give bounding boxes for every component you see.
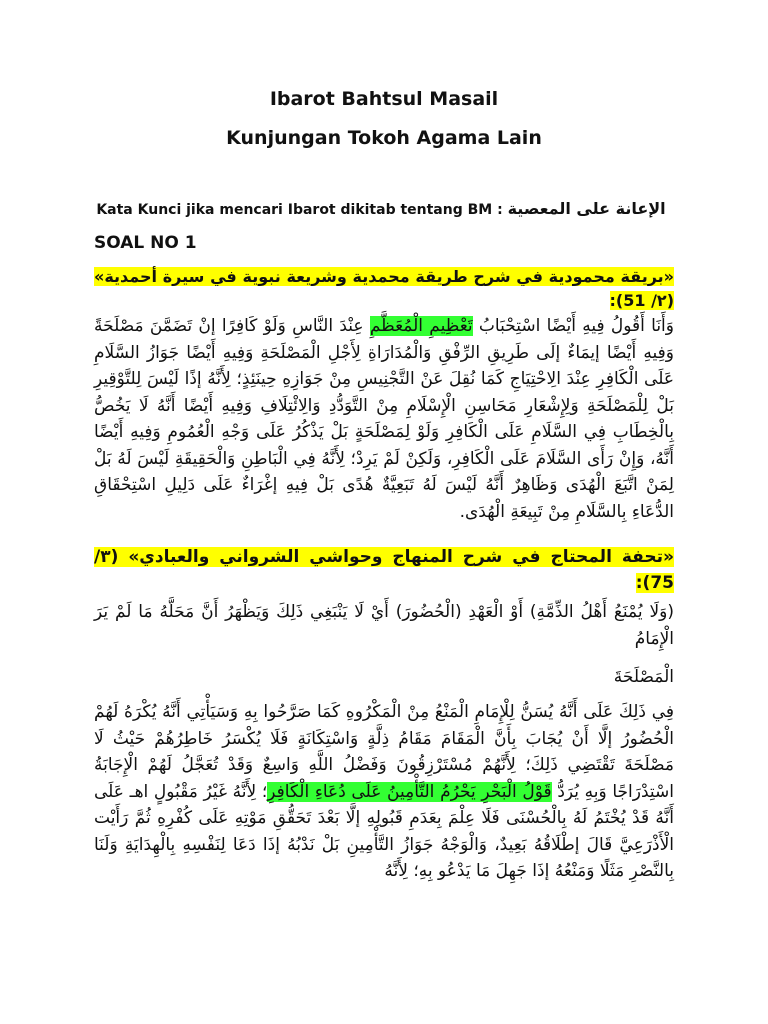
quote-subheading: الْمَصْلَحَةَ xyxy=(613,667,674,687)
quote-1-part-b: عِنْدَ النَّاسِ وَلَوْ كَافِرًا إنْ تَضَمَّنَ مَصْلَحَةً وَفِيهِ أَيْضًا إيمَاءٌ إلَى طَرِيقِ الرِّفْقِ وَالْمُدَارَاةِ لِأَجْلِ الْمَصْلَحَةِ وَفِيهِ أَيْضًا جَوَازُ السَّلَامِ عَلَى الْكَافِرِ عِنْدَ الِاحْتِيَاجِ كَمَا نُقِلَ عَنْ التَّجْنِيسِ مِنْ جَوَازِهِ حِينَئِذٍ؛ لِأَنَّهُ إذًا لَيْسَ لِلتَّوْقِيرِ بَلْ لِلْمَصْلَحَةِ وَلِإِشْعَارِ مَحَاسِنِ الْإِسْلَامِ مِنْ التَّوَدُّدِ وَالِائْتِلَافِ وَفِيهِ أَيْضًا أَنَّهُ لَا يَخُصُّ بِالْخِطَابِ فِي السَّلَامِ عَلَى الْكَافِرِ وَلَوْ لِمَصْلَحَةٍ بَلْ يَذْكُرُ عَلَى وَجْهِ الْعُمُومِ وَفِيهِ أَيْضًا أَنَّهُ، وَإِنْ رَأَى السَّلَامَ عَلَى الْكَافِرِ، وَلَكِنْ لَمْ يَرِدْ؛ لِأَنَّهُ فِي الْبَاطِنِ وَالْحَقِيقَةِ لَيْسَ لَهُ بَلْ لِمَنْ اتَّبَعَ الْهُدَى وَظَاهِرٌ أَنَّهُ لَيْسَ لَهُ تَبَعِيَّةٌ هُدًى بَلْ فِيهِ إغْرَاءٌ عَلَى دَلِيلِ اسْتِحْقَاقِ الدُّعَاءِ بِالسَّلَامِ مِنْ تَبِيعَةِ الْهُدَى. xyxy=(94,316,674,522)
keyword-arabic: الإعانة على المعصية xyxy=(507,199,666,218)
keyword-label: Kata Kunci jika mencari Ibarot dikitab tentang BM : xyxy=(96,202,503,218)
document-subtitle: Kunjungan Tokoh Agama Lain xyxy=(226,127,542,149)
quote-1-highlight: تَعْظِيمِ الْمُعَظَّمِ xyxy=(369,316,473,336)
quote-3-highlight: قَوْلُ الْبَحْرِ يَحْرُمُ التَّأْمِينُ عَلَى دُعَاءِ الْكَافِرِ xyxy=(267,781,552,802)
quote-paragraph-3 xyxy=(94,699,674,885)
quote-paragraph-1 xyxy=(94,313,674,525)
quote-3-part-b: ؛ لِأَنَّهُ غَيْرُ مَقْبُولٍ اهـ عَلَى أَنَّهُ قَدْ يُخْتَمُ لَهُ بِالْحُسْنَى فَلَا عِلْمَ بِعَدَمِ قَبُولِهِ إلَّا بَعْدَ تَحَقُّقِ مَوْتِهِ عَلَى كُفْرِهِ ثُمَّ رَأَيْت الْأَذْرَعِيَّ قَالَ إطْلَاقُهُ بَعِيدٌ، وَالْوَجْهُ جَوَازُ التَّأْمِينِ بَلْ نَدْبُهُ إذَا دَعَا لِنَفْسِهِ بِالْهِدَايَةِ وَلَنَا بِالنَّصْرِ مَثَلًا وَمَنْعُهُ إذَا جَهِلَ مَا يَدْعُو بِهِ؛ لِأَنَّهُ xyxy=(94,781,674,881)
source-heading-2 xyxy=(94,544,674,596)
quote-paragraph-2: (وَلَا يُمْنَعُ أَهْلُ الذِّمَّةِ) أَوْ الْعَهْدِ (الْحُضُورَ) أَيْ لَا يَنْبَغِي ذَلِكَ وَيَظْهَرُ أَنَّ مَحَلَّهُ مَا لَمْ يَرَ الْإِمَامُ xyxy=(94,602,674,649)
source-heading-2-text: «تحفة المحتاج في شرح المنهاج وحواشي الشرواني والعبادي» (٣/ 75): xyxy=(94,547,674,593)
quote-3-part-a: فِي ذَلِكَ عَلَى أَنَّهُ يُسَنُّ لِلْإِمَامِ الْمَنْعُ مِنْ الْمَكْرُوهِ كَمَا صَرَّحُوا بِهِ وَسَيَأْتِي أَنَّهُ يُكْرَهُ لَهُمْ الْحُضُورُ إلَّا أَنْ يُجَابَ بِأَنَّ الْمَقَامَ مَقَامُ ذِلَّةٍ وَاسْتِكَانَةٍ فَلَا يُكْسَرُ خَاطِرُهُمْ حَيْثُ لَا مَصْلَحَةَ تَقْتَضِي ذَلِكَ؛ لِأَنَّهُمْ مُسْتَرْزِقُونَ وَفَضْلُ اللَّهِ وَاسِعٌ وَقَدْ تُعَجَّلُ لَهُمْ الْإِجَابَةُ اسْتِدْرَاجًا وَبِهِ يُرَدُّ xyxy=(94,702,675,802)
source-heading-1-text: «بريقة محمودية في شرح طريقة محمدية وشريعة نبوية في سيرة أحمدية» (٢/ 51): xyxy=(94,267,674,310)
quote-1-part-a: وَأَنَا أَقُولُ فِيهِ أَيْضًا اسْتِحْبَابُ xyxy=(472,316,674,336)
soal-heading: SOAL NO 1 xyxy=(94,233,197,253)
document-title: Ibarot Bahtsul Masail xyxy=(269,88,499,110)
keyword-line xyxy=(0,199,768,218)
source-heading-1 xyxy=(94,265,674,313)
